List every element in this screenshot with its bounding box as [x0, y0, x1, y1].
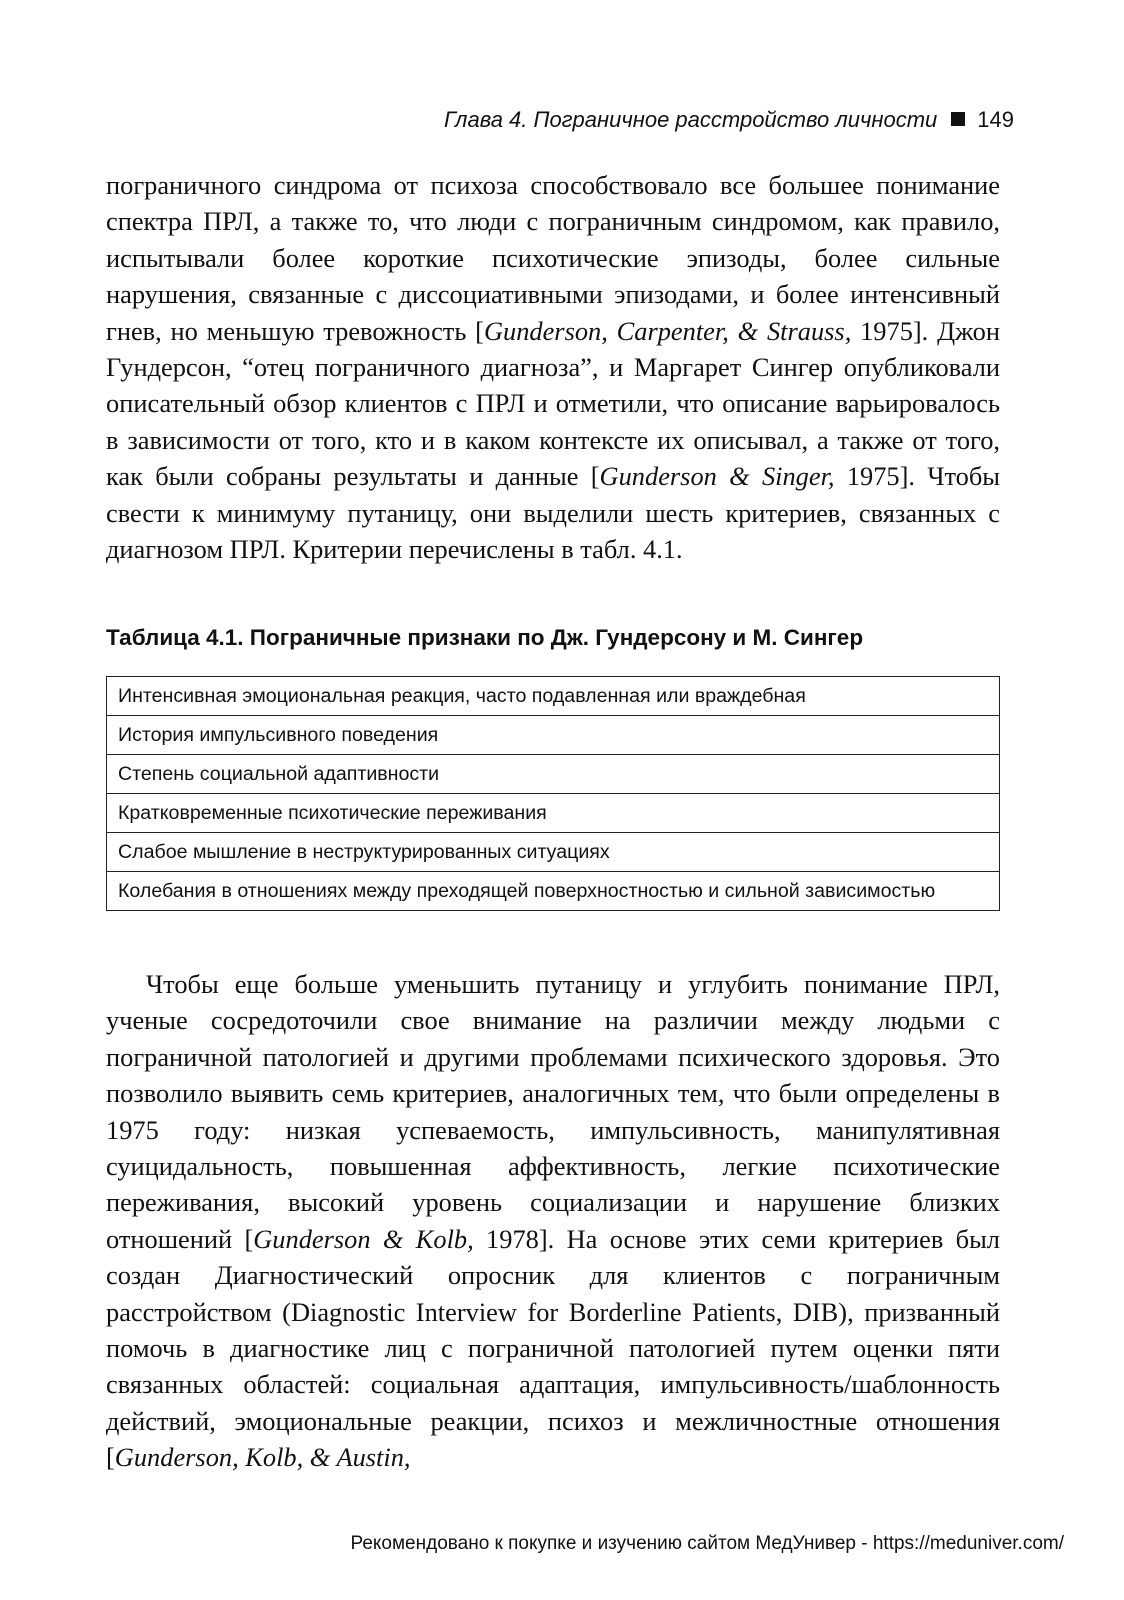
- footer-watermark: Рекомендовано к покупке и изучению сайтом МедУнивер - https://meduniver.com/: [350, 1533, 1064, 1554]
- paragraph-text: 1978]. На основе этих семи критериев был создан Диагностический опросник для клиентов с пограничным расстройством (Diagnostic Interview for Borderline Patients, DIB), призванный помочь в диагностике лиц с пограничной патологией путем оценки пяти связанных областей: социальная адаптация, импульсивность/шаблонность действий, эмоциональные реакции, психоз и межличностные отношения [: [106, 1223, 1000, 1473]
- paragraph-text: 1975]. Джон Гундерсон, “отец пограничного диагноза”, и Маргарет Сингер опубликовали описательный обзор клиентов с ПРЛ и отметили, что описание варьировалось в зависимости от того, кто и в каком контексте их описывал, а также от того, как были собраны результаты и данные [: [106, 315, 1000, 492]
- citation: Gunderson, Kolb, & Austin,: [114, 1442, 411, 1473]
- table-cell: Кратковременные психотические переживания: [107, 794, 1000, 833]
- citation: Gunderson, Carpenter, & Strauss,: [483, 315, 852, 346]
- citation: Gunderson & Kolb,: [253, 1223, 474, 1254]
- separator-square-icon: [951, 112, 965, 126]
- citation: Gunderson & Singer,: [599, 461, 835, 492]
- table-row: [107, 716, 1000, 755]
- chapter-title: Глава 4. Пограничное расстройство личности: [444, 107, 938, 132]
- table-row: [107, 833, 1000, 872]
- paragraph-text: 1975]. Чтобы свести к минимуму путаницу, они выделили шесть критериев, связанных с диагнозом ПРЛ. Критерии перечислены в табл. 4.1.: [106, 461, 1001, 565]
- table-row: [107, 794, 1000, 833]
- criteria-table: [106, 676, 1000, 911]
- body-paragraph-2: [106, 966, 1000, 1476]
- page-number: 149: [977, 107, 1014, 132]
- table-cell: История импульсивного поведения: [107, 716, 1000, 755]
- running-header: [106, 105, 1014, 135]
- table-cell: Интенсивная эмоциональная реакция, часто подавленная или враждебная: [107, 677, 1000, 716]
- table-cell: Колебания в отношениях между преходящей поверхностностью и сильной зависимостью: [107, 872, 1000, 911]
- body-paragraph-1: [106, 167, 1000, 567]
- table-caption: Таблица 4.1. Пограничные признаки по Дж. Гундерсону и М. Сингер: [106, 625, 864, 650]
- table-row: [107, 872, 1000, 911]
- table-row: [107, 755, 1000, 794]
- table-cell: Слабое мышление в неструктурированных ситуациях: [107, 833, 1000, 872]
- table-cell: Степень социальной адаптивности: [107, 755, 1000, 794]
- paragraph-text: Чтобы еще больше уменьшить путаницу и углубить понимание ПРЛ, ученые сосредоточили свое внимание на различии между людьми с пограничной патологией и другими проблемами психического здоровья. Это позволило выявить семь критериев, аналогичных тем, что были определены в 1975 году: низкая успеваемость, импульсивность, манипулятивная суицидальность, повышенная аффективность, легкие психотические переживания, высокий уровень социализации и нарушение близких отношений [: [106, 969, 1000, 1254]
- table-row: [107, 677, 1000, 716]
- paragraph-text: пограничного синдрома от психоза способствовало все большее понимание спектра ПРЛ, а также то, что люди с пограничным синдромом, как правило, испытывали более короткие психотические эпизоды, более сильные нарушения, связанные с диссоциативными эпизодами, и более интенсивный гнев, но меньшую тревожность [: [106, 170, 1000, 346]
